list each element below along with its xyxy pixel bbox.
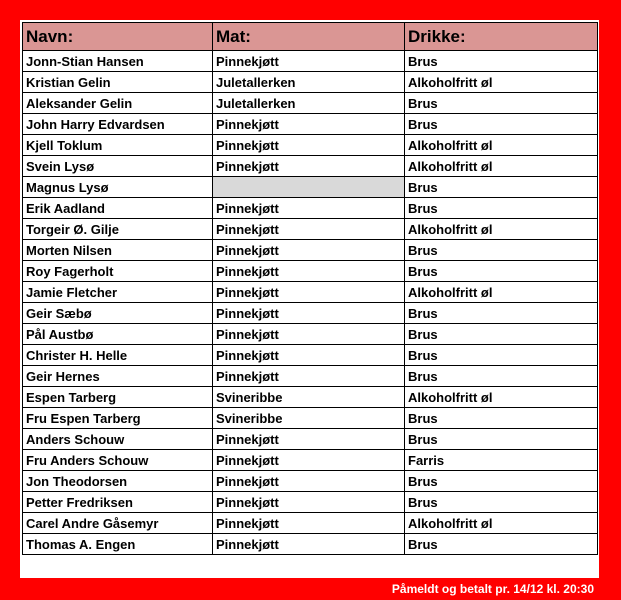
cell-name: Aleksander Gelin: [23, 93, 213, 114]
cell-food: Pinnekjøtt: [213, 156, 405, 177]
column-header-food: Mat:: [213, 23, 405, 51]
cell-food: Pinnekjøtt: [213, 450, 405, 471]
cell-drink: Brus: [405, 429, 598, 450]
cell-food: Pinnekjøtt: [213, 282, 405, 303]
cell-name: Erik Aadland: [23, 198, 213, 219]
cell-drink: Brus: [405, 51, 598, 72]
table-row: [23, 114, 598, 135]
cell-food: Pinnekjøtt: [213, 51, 405, 72]
cell-drink: Brus: [405, 198, 598, 219]
cell-drink: Brus: [405, 177, 598, 198]
cell-drink: Alkoholfritt øl: [405, 513, 598, 534]
cell-name: Jamie Fletcher: [23, 282, 213, 303]
cell-name: Fru Espen Tarberg: [23, 408, 213, 429]
signup-table: [22, 22, 598, 555]
cell-food: Juletallerken: [213, 72, 405, 93]
cell-food: Pinnekjøtt: [213, 534, 405, 555]
cell-drink: Brus: [405, 303, 598, 324]
table-row: [23, 366, 598, 387]
cell-drink: Brus: [405, 324, 598, 345]
table-row: [23, 93, 598, 114]
cell-food: Pinnekjøtt: [213, 492, 405, 513]
table-row: [23, 198, 598, 219]
cell-name: Kristian Gelin: [23, 72, 213, 93]
table-row: [23, 492, 598, 513]
cell-drink: Farris: [405, 450, 598, 471]
cell-food: Pinnekjøtt: [213, 429, 405, 450]
table-row: [23, 177, 598, 198]
cell-food: [213, 177, 405, 198]
cell-drink: Alkoholfritt øl: [405, 387, 598, 408]
table-row: [23, 219, 598, 240]
cell-drink: Brus: [405, 492, 598, 513]
cell-name: Thomas A. Engen: [23, 534, 213, 555]
cell-drink: Alkoholfritt øl: [405, 219, 598, 240]
table-row: [23, 408, 598, 429]
cell-name: Pål Austbø: [23, 324, 213, 345]
cell-food: Pinnekjøtt: [213, 219, 405, 240]
table-row: [23, 429, 598, 450]
cell-name: Jon Theodorsen: [23, 471, 213, 492]
cell-drink: Alkoholfritt øl: [405, 282, 598, 303]
table-row: [23, 387, 598, 408]
table-row: [23, 534, 598, 555]
cell-name: Fru Anders Schouw: [23, 450, 213, 471]
cell-drink: Alkoholfritt øl: [405, 135, 598, 156]
cell-food: Pinnekjøtt: [213, 261, 405, 282]
signup-sheet: [20, 20, 599, 578]
cell-drink: Alkoholfritt øl: [405, 156, 598, 177]
cell-name: Magnus Lysø: [23, 177, 213, 198]
cell-name: Carel Andre Gåsemyr: [23, 513, 213, 534]
cell-name: Geir Sæbø: [23, 303, 213, 324]
cell-drink: Brus: [405, 261, 598, 282]
cell-drink: Alkoholfritt øl: [405, 72, 598, 93]
table-row: [23, 261, 598, 282]
cell-name: Jonn-Stian Hansen: [23, 51, 213, 72]
cell-food: Pinnekjøtt: [213, 303, 405, 324]
cell-drink: Brus: [405, 93, 598, 114]
table-row: [23, 471, 598, 492]
table-row: [23, 345, 598, 366]
cell-drink: Brus: [405, 408, 598, 429]
cell-name: Kjell Toklum: [23, 135, 213, 156]
cell-drink: Brus: [405, 366, 598, 387]
cell-name: Christer H. Helle: [23, 345, 213, 366]
cell-name: Morten Nilsen: [23, 240, 213, 261]
cell-name: Svein Lysø: [23, 156, 213, 177]
cell-name: Roy Fagerholt: [23, 261, 213, 282]
table-body: [23, 51, 598, 555]
table-row: [23, 450, 598, 471]
cell-name: Torgeir Ø. Gilje: [23, 219, 213, 240]
table-header-row: [23, 23, 598, 51]
table-row: [23, 240, 598, 261]
footnote: Påmeldt og betalt pr. 14/12 kl. 20:30: [391, 582, 594, 596]
cell-drink: Brus: [405, 534, 598, 555]
cell-drink: Brus: [405, 240, 598, 261]
cell-food: Pinnekjøtt: [213, 471, 405, 492]
cell-name: Espen Tarberg: [23, 387, 213, 408]
cell-food: Pinnekjøtt: [213, 114, 405, 135]
table-row: [23, 282, 598, 303]
table-row: [23, 324, 598, 345]
cell-name: Anders Schouw: [23, 429, 213, 450]
cell-food: Juletallerken: [213, 93, 405, 114]
table-row: [23, 513, 598, 534]
cell-food: Svineribbe: [213, 408, 405, 429]
cell-food: Pinnekjøtt: [213, 324, 405, 345]
column-header-name: Navn:: [23, 23, 213, 51]
table-row: [23, 303, 598, 324]
cell-food: Svineribbe: [213, 387, 405, 408]
table-row: [23, 156, 598, 177]
cell-food: Pinnekjøtt: [213, 366, 405, 387]
table-row: [23, 51, 598, 72]
cell-drink: Brus: [405, 471, 598, 492]
cell-name: Geir Hernes: [23, 366, 213, 387]
column-header-drink: Drikke:: [405, 23, 598, 51]
cell-food: Pinnekjøtt: [213, 240, 405, 261]
cell-food: Pinnekjøtt: [213, 513, 405, 534]
table-row: [23, 135, 598, 156]
cell-name: Petter Fredriksen: [23, 492, 213, 513]
cell-food: Pinnekjøtt: [213, 198, 405, 219]
cell-drink: Brus: [405, 114, 598, 135]
cell-food: Pinnekjøtt: [213, 345, 405, 366]
cell-name: John Harry Edvardsen: [23, 114, 213, 135]
table-row: [23, 72, 598, 93]
cell-food: Pinnekjøtt: [213, 135, 405, 156]
cell-drink: Brus: [405, 345, 598, 366]
